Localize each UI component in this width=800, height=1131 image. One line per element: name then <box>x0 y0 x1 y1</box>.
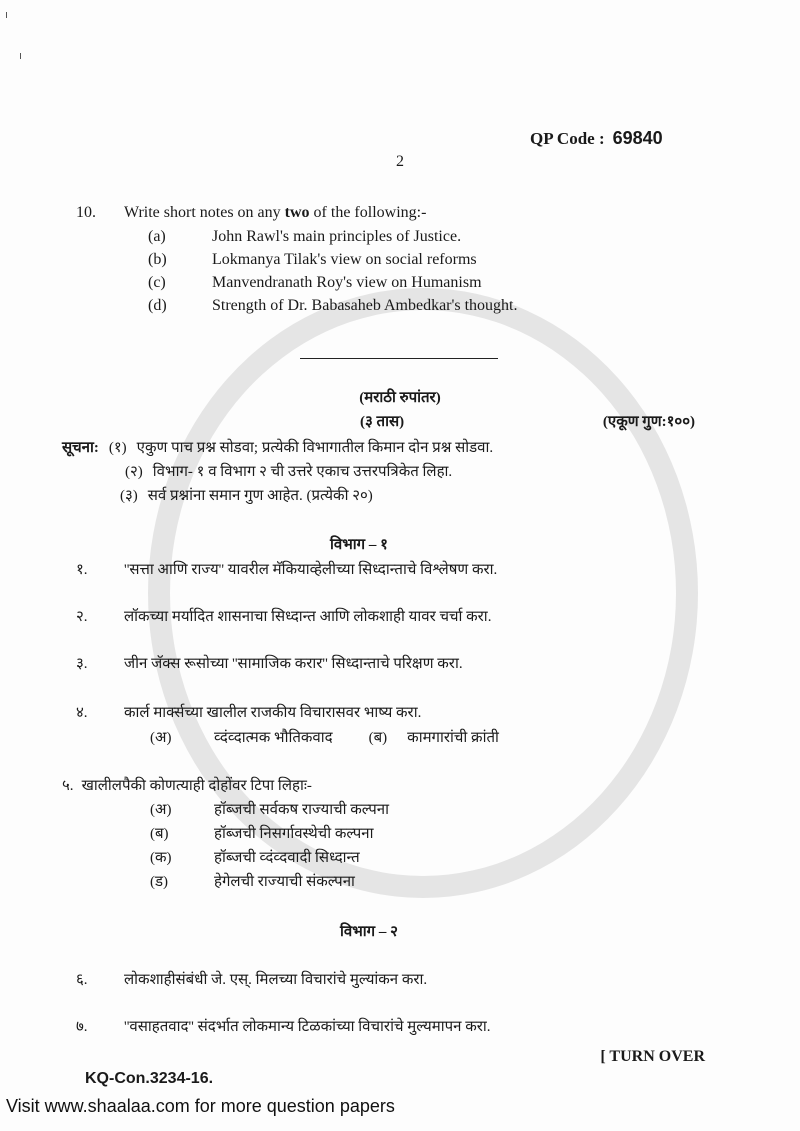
item-text: Strength of Dr. Babasaheb Ambedkar's thought. <box>212 297 518 314</box>
question-row <box>76 656 463 673</box>
item-label: (ड) <box>150 874 169 890</box>
question-number: ४. <box>76 705 88 721</box>
item-row <box>150 874 355 891</box>
instruction-num: (१) <box>108 440 127 456</box>
scan-mark <box>6 12 7 18</box>
paper-code-row <box>85 1070 213 1088</box>
qp-code-label: QP Code : <box>530 129 605 148</box>
divider <box>300 358 498 359</box>
question-row <box>76 562 497 579</box>
page-number-row <box>0 153 800 171</box>
item-label: (अ) <box>150 730 172 746</box>
item-row <box>148 228 461 246</box>
item-text: कामगारांची क्रांती <box>407 730 499 746</box>
item-text: Lokmanya Tilak's view on social reforms <box>212 251 477 268</box>
instruction-text: विभाग- १ व विभाग २ ची उत्तरे एकाच उत्तरपत्रिकेत लिहा. <box>152 464 453 480</box>
question-row <box>76 972 427 989</box>
question-number: 10. <box>76 204 96 221</box>
item-row <box>150 850 360 867</box>
question-number: ३. <box>76 656 88 672</box>
duration: (३ तास) <box>360 414 405 430</box>
item-label: (b) <box>148 251 167 268</box>
marathi-title-row <box>0 390 800 407</box>
instruction-num: (३) <box>120 488 138 504</box>
question-row <box>76 1019 491 1036</box>
instruction-text: सर्व प्रश्नांना समान गुण आहेत. (प्रत्येकी २०) <box>147 488 373 504</box>
question-text: ''सत्ता आणि राज्य'' यावरील मॅकियाव्हेलीच्या सिध्दान्ताचे विश्लेषण करा. <box>124 562 498 578</box>
item-label: (ब) <box>150 826 169 842</box>
instruction-row <box>120 488 373 505</box>
instruction-text: एकुण पाच प्रश्न सोडवा; प्रत्येकी विभागातील किमान दोन प्रश्न सोडवा. <box>136 440 494 456</box>
qp-code: 69840 <box>612 128 663 148</box>
section-1-title: विभाग – १ <box>330 537 388 553</box>
question-text: लॉकच्या मर्यादित शासनाचा सिध्दान्त आणि लोकशाही यावर चर्चा करा. <box>124 609 492 625</box>
turn-over: [ TURN OVER <box>600 1048 705 1065</box>
item-text: व्दंव्दात्मक भौतिकवाद <box>214 730 333 746</box>
question-number: ७. <box>76 1019 88 1035</box>
instruction-row <box>62 440 493 457</box>
item-label: (c) <box>148 274 166 291</box>
item-label: (ब) <box>368 730 388 746</box>
question-text: लोकशाहीसंबंधी जे. एस्. मिलच्या विचारांचे मुल्यांकन करा. <box>124 972 428 988</box>
scan-mark <box>20 53 21 59</box>
duration-row <box>360 414 444 431</box>
turn-over-row <box>600 1048 705 1066</box>
page-number: 2 <box>396 153 404 170</box>
item-row <box>148 297 518 315</box>
item-text: हॉब्जची निसर्गावस्थेची कल्पना <box>214 826 374 842</box>
paper-code: KQ-Con.3234-16. <box>85 1070 214 1087</box>
item-text: हेगेलची राज्याची संकल्पना <box>214 874 355 890</box>
question-number: ५. <box>62 778 74 794</box>
item-label: (a) <box>148 228 166 245</box>
question-number: १. <box>76 562 88 578</box>
question-text: कार्ल मार्क्सच्या खालील राजकीय विचारासवर भाष्य करा. <box>124 705 422 721</box>
item-row <box>148 251 477 269</box>
item-text: हॉब्जची सर्वकष राज्याची कल्पना <box>214 802 389 818</box>
item-row <box>148 274 482 292</box>
question-text: Write short notes on any two of the following:- <box>124 204 427 221</box>
section-1-title-row <box>330 537 388 554</box>
qp-code-row <box>530 128 663 149</box>
instruction-num: (२) <box>125 464 143 480</box>
footer-link-text[interactable]: Visit www.shaalaa.com for more question papers <box>6 1096 395 1116</box>
item-text: Manvendranath Roy's view on Humanism <box>212 274 482 291</box>
section-2-title-row <box>340 924 398 941</box>
item-row <box>150 826 374 843</box>
item-label: (क) <box>150 850 172 866</box>
question-text: ''वसाहतवाद'' संदर्भात लोकमान्य टिळकांच्या विचारांचे मुल्यमापन करा. <box>124 1019 491 1035</box>
item-label: (d) <box>148 297 167 314</box>
question-text: जीन जॅक्स रूसोच्या ''सामाजिक करार'' सिध्दान्ताचे परिक्षण करा. <box>124 656 463 672</box>
marathi-title: (मराठी रुपांतर) <box>359 390 441 406</box>
question-row <box>76 609 491 626</box>
instruction-row <box>125 464 452 481</box>
question-number: २. <box>76 609 88 625</box>
footer-row <box>6 1096 395 1117</box>
q4-sub-row <box>150 730 499 747</box>
total-marks-row <box>603 414 695 431</box>
question-row <box>62 778 312 795</box>
item-row <box>150 802 389 819</box>
item-text: John Rawl's main principles of Justice. <box>212 228 462 245</box>
total-marks: (एकूण गुण:१००) <box>602 414 695 430</box>
item-label: (अ) <box>150 802 172 818</box>
instructions-label: सूचना: <box>62 440 99 456</box>
item-text: हॉब्जची व्दंव्दवादी सिध्दान्त <box>214 850 360 866</box>
question-10 <box>76 204 426 222</box>
question-text: खालीलपैकी कोणत्याही दोहोंवर टिपा लिहाः- <box>81 778 312 794</box>
question-number: ६. <box>76 972 88 988</box>
section-2-title: विभाग – २ <box>340 924 398 940</box>
question-row <box>76 705 421 722</box>
